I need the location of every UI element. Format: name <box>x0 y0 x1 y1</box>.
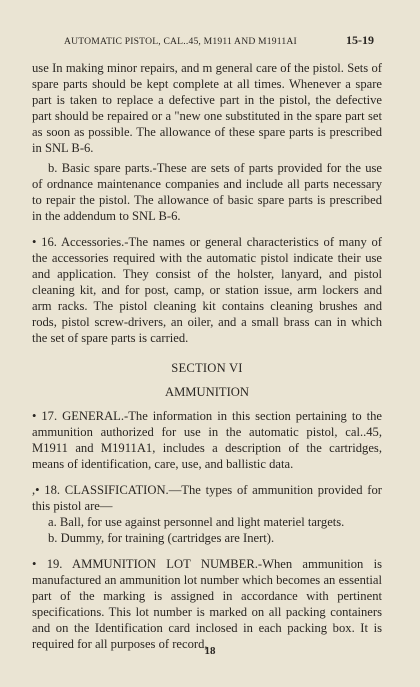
paragraph-accessories: • 16. Accessories.-The names or general characteristics of many of the accessories required with the automatic pistol indicate their use and application. They consist of the holster, lanyard, and pistol cleaning kit, and for post, camp, or station issue, arm lockers and arm racks. The pistol cleaning kit contains cleaning brushes and rods, pistol screw-drivers, an oiler, and a small brass can in which the set of spare parts is carried. <box>32 235 382 345</box>
body-text <box>32 60 382 652</box>
paragraph-lot-number: • 19. AMMUNITION LOT NUMBER.-When ammunition is manufactured an ammunition lot number which becomes an essential part of the marking is assigned in accordance with pertinent specifications. This lot number is marked on all packing containers and on the Identification card inclosed in each packing box. It is required for all purposes of record, <box>32 557 382 651</box>
section-subtitle: AMMUNITION <box>165 385 249 399</box>
section-title: SECTION VI <box>171 361 243 375</box>
running-header-page-number: 15-19 <box>346 33 374 47</box>
paragraph-basic-spare-parts: b. Basic spare parts.-These are sets of parts provided for the use of ordnance maintenance companies and include all parts necessary to repair the pistol. The allowance of basic spare parts is prescribed in the addendum to SNL B-6. <box>32 161 382 223</box>
paragraph-spare-parts-continued: use In making minor repairs, and m general care of the pistol. Sets of spare parts should be kept complete at all times. Whenever a spare part is taken to replace a defective part in the pistol, the defective part should be repaired or a "new one substituted in the spare part set as soon as possible. The allowance of these spare parts is prescribed in SNL B-6. <box>32 61 382 155</box>
footer-page-number: 18 <box>204 645 216 657</box>
paragraph-classification: ,• 18. CLASSIFICATION.—The types of ammunition provided for this pistol are— <box>32 483 382 513</box>
list-item-dummy: b. Dummy, for training (cartridges are Inert). <box>48 531 275 545</box>
paragraph-general: • 17. GENERAL.-The information in this section pertaining to the ammunition authorized for use in the automatic pistol, cal..45, M1911 and M1911A1, includes a description of the cartridges, means of identification, care, use, and ballistic data. <box>32 409 382 471</box>
running-header-title: AUTOMATIC PISTOL, CAL..45, M1911 AND M1911AI <box>64 36 297 47</box>
list-item-ball: a. Ball, for use against personnel and light materiel targets. <box>48 515 345 529</box>
